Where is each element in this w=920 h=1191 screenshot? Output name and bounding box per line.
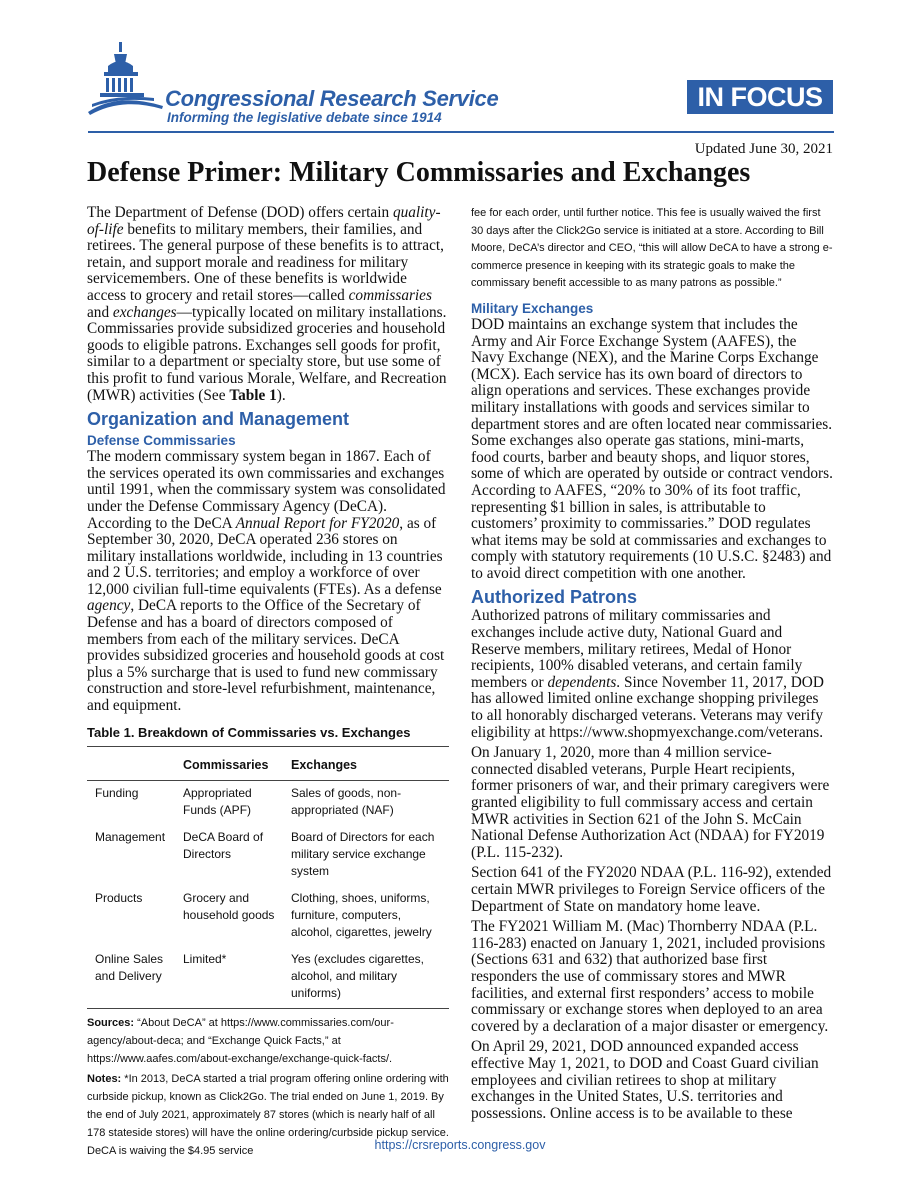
comparison-table: [87, 747, 449, 1009]
cell-commissaries: Limited*: [179, 947, 287, 1009]
capitol-dome-logo: [86, 40, 166, 118]
table-header-commissaries: Commissaries: [179, 747, 287, 781]
heading-military-exchanges: Military Exchanges: [471, 300, 594, 316]
notes-continued: fee for each order, until further notice. This fee is usually waived the first 30 days after the Click2Go service is initiated at a store. According to Bill Moore, DeCA’s director and CEO, “this will allow DeCA to have a strong e-commerce presence in keeping with its strategic goals to make the commissary benefit accessible to as many patrons as possible.”: [471, 207, 833, 290]
table-row: [87, 886, 449, 947]
footer-url[interactable]: https://crsreports.congress.gov: [374, 1138, 546, 1152]
patrons-paragraph-4: The FY2021 William M. (Mac) Thornberry NDAA (P.L. 116-283) enacted on January 1, 2021, included provisions (Sections 631 and 632) that authorized base first responders the use of commissary stores and MWR facilities, and external first responders’ access to mobile commissary or exchange stores when deployed to an area covered by a declaration of a major disaster or emergency.: [471, 918, 829, 1035]
heading-organization: Organization and Management: [87, 409, 350, 430]
table-row: [87, 825, 449, 886]
table-header-exchanges: Exchanges: [287, 747, 449, 781]
cell-exchanges: Yes (excludes cigarettes, alcohol, and military uniforms): [287, 947, 449, 1009]
deca-paragraph: The modern commissary system began in 1867. Each of the services operated its own commissaries and exchanges until 1991, when the commissary system was consolidated under the Defense Commissary Agency (DeCA). According to the DeCA Annual Report for FY2020, as of September 30, 2020, DeCA operated 236 stores on military installations worldwide, including in 13 countries and 2 U.S. territories; and employ a workforce of over 12,000 civilian full-time equivalents (FTEs). As a defense agency, DeCA reports to the Office of the Secretary of Defense and has a board of directors composed of members from each of the military services. DeCA provides subsidized groceries and household goods at cost plus a 5% surcharge that is used to fund new commissary construction and store-level refurbishment, maintenance, and equipment.: [87, 448, 446, 715]
page-title: Defense Primer: Military Commissaries and Exchanges: [87, 157, 751, 188]
patrons-paragraph-3: Section 641 of the FY2020 NDAA (P.L. 116-92), extended certain MWR privileges to Foreign Service officers of the Department of State on mandatory home leave.: [471, 864, 832, 915]
patrons-paragraph-1: Authorized patrons of military commissaries and exchanges include active duty, National Guard and Reserve members, military retirees, Medal of Honor recipients, 100% disabled veterans, and certain family members or dependents. Since November 11, 2017, DOD has allowed limited online exchange shopping privileges to all honorably discharged veterans. Veterans may verify eligibility at https://www.shopmyexchange.com/veterans.: [471, 607, 824, 741]
cell-exchanges: Clothing, shoes, uniforms, furniture, computers, alcohol, cigarettes, jewelry: [291, 890, 432, 939]
right-column: [471, 205, 833, 1126]
in-focus-badge: IN FOCUS: [687, 80, 833, 114]
cell-commissaries: DeCA Board of Directors: [183, 829, 264, 861]
row-label: Management: [95, 829, 166, 844]
cell-exchanges: Board of Directors for each military service exchange system: [291, 829, 435, 878]
table-row: [87, 947, 449, 1009]
row-label: Products: [95, 890, 143, 905]
org-name: Congressional Research Service: [165, 86, 499, 111]
heading-authorized-patrons: Authorized Patrons: [471, 587, 638, 608]
updated-date: Updated June 30, 2021: [694, 141, 833, 157]
table-header-blank: [87, 747, 179, 781]
table-sources: Sources: “About DeCA” at https://www.commissaries.com/our-agency/about-deca; and “Exchange Quick Facts,” at https://www.aafes.com/about-exchange/exchange-quick-facts/.: [87, 1016, 394, 1065]
cell-exchanges: Sales of goods, non-appropriated (NAF): [291, 785, 402, 817]
heading-defense-commissaries: Defense Commissaries: [87, 433, 236, 449]
row-label: Funding: [95, 785, 139, 800]
table-row: [87, 780, 449, 825]
exchanges-paragraph: DOD maintains an exchange system that includes the Army and Air Force Exchange System (AAFES), the Navy Exchange (NEX), and the Marine Corps Exchange (MCX). Each service has its own board of directors to align operations and services. These exchanges provide military installations with goods and services similar to department stores and are often located near commissaries. Some exchanges also operate gas stations, mini-marts, food courts, barber and beauty shops, and liquor stores, some of which are operated by outside or contract vendors. According to AAFES, “20% to 30% of its foot traffic, representing $1 billion in sales, is attributable to customers’ proximity to commissaries.” DOD regulates what items may be sold at commissaries and exchanges to comply with statutory requirements (10 U.S.C. §2483) and to avoid direct competition with one another.: [471, 315, 833, 582]
patrons-paragraph-2: On January 1, 2020, more than 4 million service-connected disabled veterans, Purple Heart recipients, former prisoners of war, and their primary caregivers were granted eligibility to full commissary access and certain MWR activities in Section 621 of the John S. McCain National Defense Authorization Act (NDAA) for FY2019 (P.L. 115-232).: [471, 744, 830, 861]
header-rule: [88, 131, 834, 133]
patrons-paragraph-5: On April 29, 2021, DOD announced expanded access effective May 1, 2021, to DOD and Coast Guard civilian employees and civilian retirees to shop at military exchanges in the United States, U.S. territories and possessions. Online access is to be available to these: [471, 1038, 819, 1122]
org-tagline: Informing the legislative debate since 1914: [167, 110, 442, 125]
intro-paragraph: The Department of Defense (DOD) offers certain quality-of-life benefits to military members, their families, and retirees. The general purpose of these benefits is to attract, retain, and support morale and readiness for military servicemembers. One of these benefits is worldwide access to grocery and retail stores—called commissaries and exchanges—typically located on military installations. Commissaries provide subsidized groceries and household goods to eligible patrons. Exchanges sell goods for profit, similar to a department or specialty store, but use some of this profit to fund various Morale, Welfare, and Recreation (MWR) activities (See Table 1).: [87, 204, 447, 404]
table-notes: Notes: *In 2013, DeCA started a trial program offering online ordering with curbside pickup, known as Click2Go. The trial ended on June 1, 2019. By the end of July 2021, approximately 87 stores (which is nearly half of all 178 stateside stores) will have the online ordering/curbside pickup service. DeCA is waiving the $4.95 service: [87, 1072, 449, 1157]
cell-commissaries: Grocery and household goods: [183, 890, 275, 922]
table-title: Table 1. Breakdown of Commissaries vs. Exchanges: [87, 725, 449, 747]
row-label: Online Sales and Delivery: [87, 947, 179, 1009]
cell-commissaries: Appropriated Funds (APF): [183, 785, 252, 817]
table-header-row: [87, 747, 449, 781]
left-column: [87, 205, 449, 1160]
